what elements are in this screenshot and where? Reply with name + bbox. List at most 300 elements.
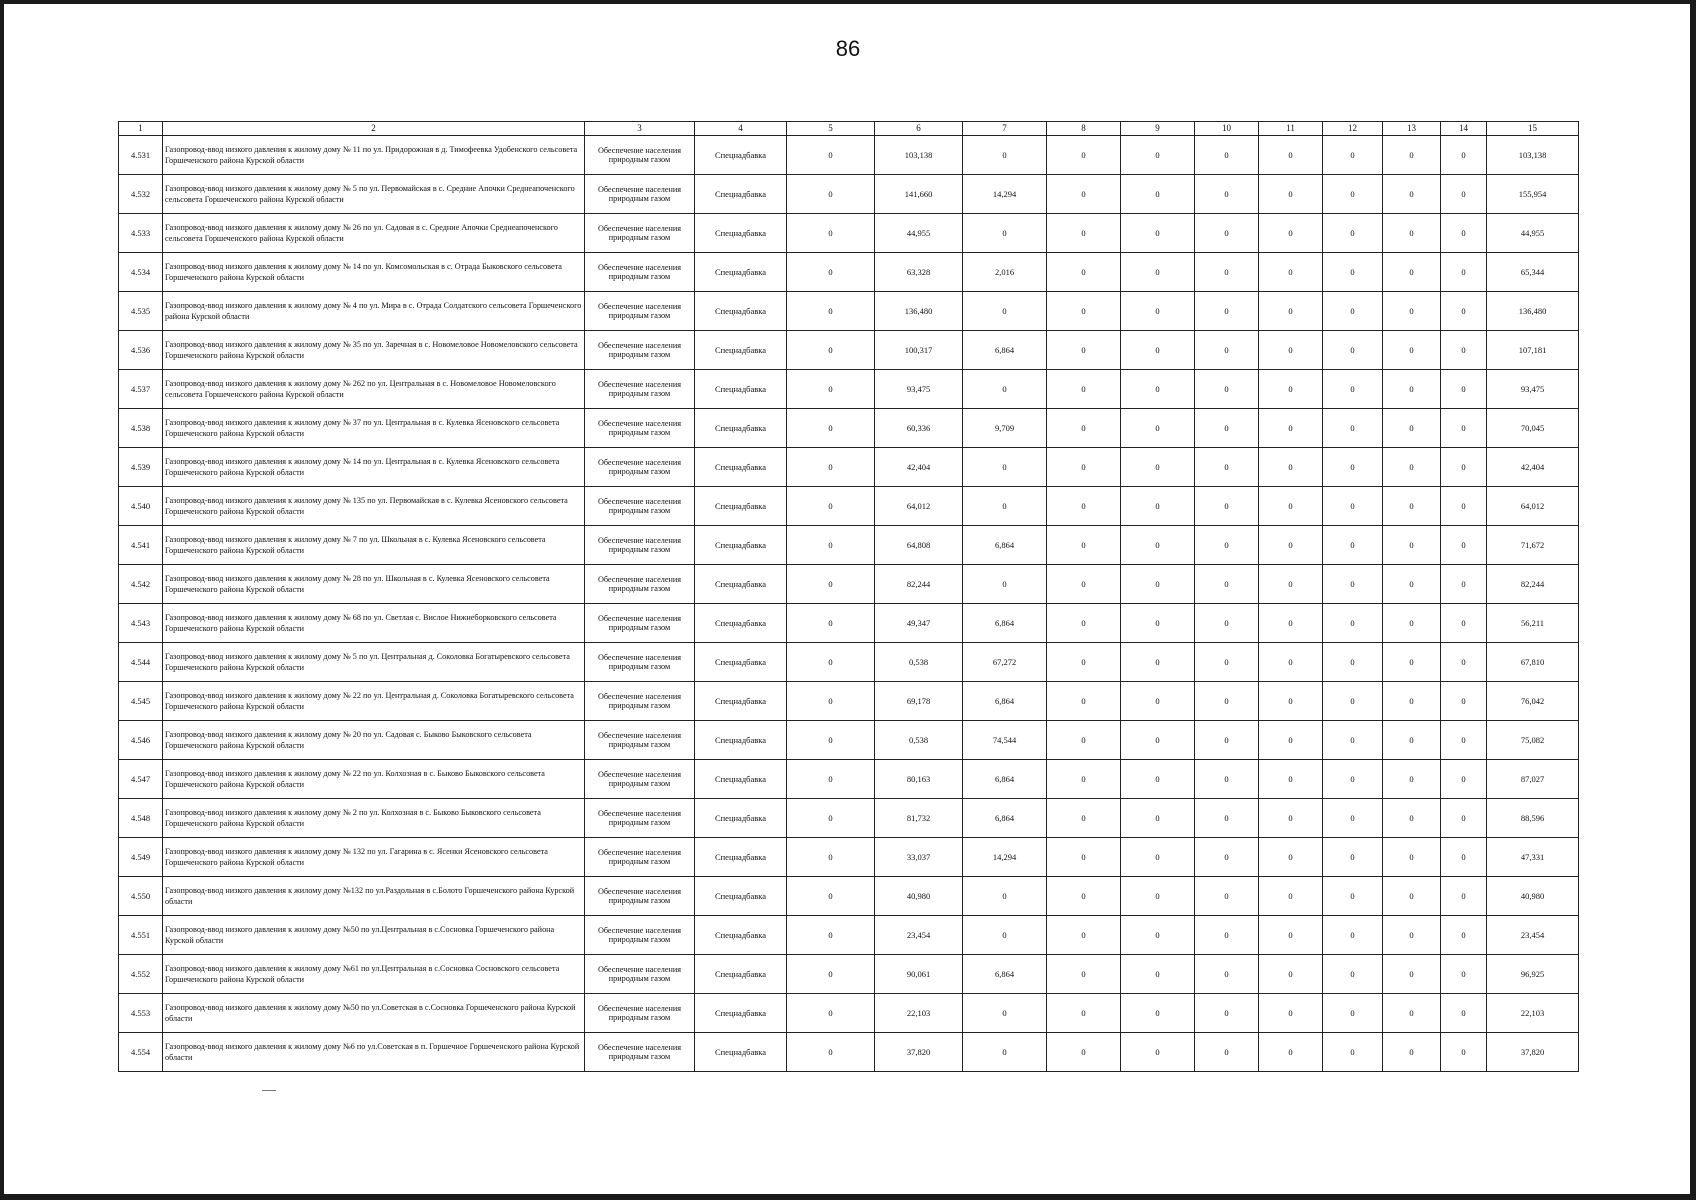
row-number-cell: 4.542 (119, 565, 163, 604)
object-description-cell: Газопровод-ввод низкого давления к жилому дому № 135 по ул. Первомайская в с. Кулевка Ясеновского сельсовета Горшеченского района Курской области (163, 487, 585, 526)
object-description-cell: Газопровод-ввод низкого давления к жилому дому № 262 по ул. Центральная в с. Новомеловое Новомеловского сельсовета Горшеченского района Курской области (163, 370, 585, 409)
value-cell: 0 (1259, 1033, 1323, 1072)
value-cell: 0 (1383, 526, 1441, 565)
scan-border-top (0, 0, 1696, 4)
value-cell: 60,336 (875, 409, 963, 448)
funding-source-cell: Спецнадбавка (695, 565, 787, 604)
value-cell: 0 (1441, 175, 1487, 214)
value-cell: 0 (1441, 1033, 1487, 1072)
value-cell: 0 (787, 838, 875, 877)
value-cell: 0 (1195, 253, 1259, 292)
value-cell: 0 (1195, 994, 1259, 1033)
value-cell: 0 (1323, 721, 1383, 760)
row-number-cell: 4.533 (119, 214, 163, 253)
value-cell: 0 (1195, 916, 1259, 955)
value-cell: 0 (1121, 877, 1195, 916)
table-row (119, 175, 1579, 214)
value-cell: 0 (787, 916, 875, 955)
value-cell: 0 (963, 916, 1047, 955)
scan-artifact-mark (262, 1090, 276, 1091)
row-number-cell: 4.549 (119, 838, 163, 877)
column-number: 9 (1121, 122, 1195, 136)
purpose-cell: Обеспечение населения природным газом (585, 994, 695, 1033)
value-cell: 0 (1259, 643, 1323, 682)
row-number-cell: 4.541 (119, 526, 163, 565)
purpose-cell: Обеспечение населения природным газом (585, 292, 695, 331)
value-cell: 0 (1121, 565, 1195, 604)
object-description-cell: Газопровод-ввод низкого давления к жилому дому № 5 по ул. Первомайская в с. Средние Апочки Среднеапоченского сельсовета Горшеченского района Курской области (163, 175, 585, 214)
object-description-cell: Газопровод-ввод низкого давления к жилому дому № 22 по ул. Центральная д. Соколовка Богатыревского сельсовета Горшеченского района Курской области (163, 682, 585, 721)
total-cell: 65,344 (1487, 253, 1579, 292)
object-description-cell: Газопровод-ввод низкого давления к жилому дому № 14 по ул. Комсомольская в с. Отрада Быковского сельсовета Горшеченского района Курской области (163, 253, 585, 292)
program-table (118, 121, 1579, 1072)
total-cell: 93,475 (1487, 370, 1579, 409)
value-cell: 69,178 (875, 682, 963, 721)
value-cell: 0 (1383, 643, 1441, 682)
value-cell: 0 (787, 721, 875, 760)
object-description-cell: Газопровод-ввод низкого давления к жилому дому №50 по ул.Советская в с.Сосновка Горшеченского района Курской области (163, 994, 585, 1033)
value-cell: 0 (1259, 136, 1323, 175)
value-cell: 6,864 (963, 526, 1047, 565)
value-cell: 0 (1441, 409, 1487, 448)
total-cell: 22,103 (1487, 994, 1579, 1033)
value-cell: 0 (1441, 565, 1487, 604)
value-cell: 6,864 (963, 331, 1047, 370)
row-number-cell: 4.536 (119, 331, 163, 370)
funding-source-cell: Спецнадбавка (695, 604, 787, 643)
value-cell: 0 (1047, 760, 1121, 799)
value-cell: 0 (1195, 838, 1259, 877)
value-cell: 0 (1383, 370, 1441, 409)
value-cell: 0 (963, 136, 1047, 175)
value-cell: 0 (1383, 721, 1441, 760)
table-row (119, 682, 1579, 721)
table-row (119, 487, 1579, 526)
total-cell: 37,820 (1487, 1033, 1579, 1072)
value-cell: 0 (1047, 175, 1121, 214)
value-cell: 0 (787, 175, 875, 214)
object-description-cell: Газопровод-ввод низкого давления к жилому дому №132 по ул.Раздольная в с.Болото Горшеченского района Курской области (163, 877, 585, 916)
row-number-cell: 4.538 (119, 409, 163, 448)
total-cell: 87,027 (1487, 760, 1579, 799)
value-cell: 0 (1441, 448, 1487, 487)
value-cell: 0 (787, 799, 875, 838)
value-cell: 0 (1441, 682, 1487, 721)
table-row (119, 526, 1579, 565)
value-cell: 0 (1195, 1033, 1259, 1072)
row-number-cell: 4.547 (119, 760, 163, 799)
column-number-row (119, 122, 1579, 136)
value-cell: 49,347 (875, 604, 963, 643)
value-cell: 0 (1383, 136, 1441, 175)
purpose-cell: Обеспечение населения природным газом (585, 526, 695, 565)
table-row (119, 565, 1579, 604)
value-cell: 42,404 (875, 448, 963, 487)
column-number: 15 (1487, 122, 1579, 136)
value-cell: 0 (787, 487, 875, 526)
object-description-cell: Газопровод-ввод низкого давления к жилому дому № 22 по ул. Колхозная в с. Быково Быковского сельсовета Горшеченского района Курской области (163, 760, 585, 799)
value-cell: 0 (1047, 994, 1121, 1033)
value-cell: 67,272 (963, 643, 1047, 682)
funding-source-cell: Спецнадбавка (695, 214, 787, 253)
value-cell: 0 (1047, 487, 1121, 526)
table-row (119, 214, 1579, 253)
value-cell: 0 (1121, 838, 1195, 877)
value-cell: 0 (1323, 760, 1383, 799)
value-cell: 0 (1121, 604, 1195, 643)
value-cell: 0 (1441, 721, 1487, 760)
total-cell: 103,138 (1487, 136, 1579, 175)
purpose-cell: Обеспечение населения природным газом (585, 214, 695, 253)
value-cell: 0 (1195, 175, 1259, 214)
value-cell: 0 (1195, 136, 1259, 175)
column-number: 8 (1047, 122, 1121, 136)
value-cell: 0 (1259, 526, 1323, 565)
value-cell: 0 (1195, 409, 1259, 448)
value-cell: 0 (787, 214, 875, 253)
total-cell: 40,980 (1487, 877, 1579, 916)
value-cell: 0 (1259, 331, 1323, 370)
value-cell: 0 (963, 1033, 1047, 1072)
total-cell: 96,925 (1487, 955, 1579, 994)
value-cell: 0 (787, 955, 875, 994)
value-cell: 0 (1323, 136, 1383, 175)
value-cell: 0 (1121, 1033, 1195, 1072)
value-cell: 0 (1323, 604, 1383, 643)
value-cell: 141,660 (875, 175, 963, 214)
value-cell: 0 (1047, 877, 1121, 916)
value-cell: 0 (1121, 370, 1195, 409)
value-cell: 0 (1195, 799, 1259, 838)
value-cell: 0 (1323, 370, 1383, 409)
total-cell: 82,244 (1487, 565, 1579, 604)
column-number: 14 (1441, 122, 1487, 136)
value-cell: 0 (1259, 448, 1323, 487)
total-cell: 56,211 (1487, 604, 1579, 643)
value-cell: 0 (1259, 604, 1323, 643)
value-cell: 6,864 (963, 682, 1047, 721)
funding-source-cell: Спецнадбавка (695, 448, 787, 487)
funding-source-cell: Спецнадбавка (695, 838, 787, 877)
value-cell: 0 (1441, 643, 1487, 682)
total-cell: 71,672 (1487, 526, 1579, 565)
column-number: 10 (1195, 122, 1259, 136)
value-cell: 0 (1441, 760, 1487, 799)
object-description-cell: Газопровод-ввод низкого давления к жилому дому № 7 по ул. Школьная в с. Кулевка Ясеновского сельсовета Горшеченского района Курской области (163, 526, 585, 565)
row-number-cell: 4.537 (119, 370, 163, 409)
row-number-cell: 4.539 (119, 448, 163, 487)
row-number-cell: 4.550 (119, 877, 163, 916)
value-cell: 0 (1047, 838, 1121, 877)
table-row (119, 916, 1579, 955)
column-number: 3 (585, 122, 695, 136)
value-cell: 0 (1383, 604, 1441, 643)
value-cell: 23,454 (875, 916, 963, 955)
value-cell: 0 (787, 253, 875, 292)
funding-source-cell: Спецнадбавка (695, 877, 787, 916)
value-cell: 0 (1323, 331, 1383, 370)
value-cell: 0 (1323, 799, 1383, 838)
value-cell: 90,061 (875, 955, 963, 994)
value-cell: 37,820 (875, 1033, 963, 1072)
value-cell: 0 (1047, 253, 1121, 292)
value-cell: 33,037 (875, 838, 963, 877)
table-row (119, 292, 1579, 331)
value-cell: 0 (963, 565, 1047, 604)
value-cell: 0 (1121, 214, 1195, 253)
value-cell: 0 (1323, 643, 1383, 682)
value-cell: 0 (1441, 331, 1487, 370)
row-number-cell: 4.543 (119, 604, 163, 643)
total-cell: 64,012 (1487, 487, 1579, 526)
value-cell: 0 (1047, 292, 1121, 331)
value-cell: 0 (1195, 448, 1259, 487)
value-cell: 0 (1259, 565, 1323, 604)
value-cell: 0 (1441, 214, 1487, 253)
value-cell: 0 (1323, 838, 1383, 877)
total-cell: 47,331 (1487, 838, 1579, 877)
value-cell: 0 (1195, 565, 1259, 604)
table-row (119, 994, 1579, 1033)
value-cell: 0 (1121, 526, 1195, 565)
value-cell: 0 (1383, 916, 1441, 955)
value-cell: 0 (1121, 799, 1195, 838)
value-cell: 9,709 (963, 409, 1047, 448)
value-cell: 0 (1047, 331, 1121, 370)
value-cell: 0 (1195, 331, 1259, 370)
value-cell: 0 (1383, 448, 1441, 487)
value-cell: 0 (1323, 526, 1383, 565)
value-cell: 0 (1441, 604, 1487, 643)
funding-source-cell: Спецнадбавка (695, 721, 787, 760)
table-row (119, 799, 1579, 838)
value-cell: 0 (1441, 526, 1487, 565)
value-cell: 0 (1047, 565, 1121, 604)
value-cell: 0 (1259, 214, 1323, 253)
purpose-cell: Обеспечение населения природным газом (585, 1033, 695, 1072)
value-cell: 0 (1441, 253, 1487, 292)
value-cell: 0 (1383, 409, 1441, 448)
value-cell: 0 (1441, 136, 1487, 175)
value-cell: 0 (1195, 721, 1259, 760)
purpose-cell: Обеспечение населения природным газом (585, 604, 695, 643)
value-cell: 6,864 (963, 955, 1047, 994)
value-cell: 0 (1047, 136, 1121, 175)
value-cell: 0 (787, 292, 875, 331)
funding-source-cell: Спецнадбавка (695, 643, 787, 682)
object-description-cell: Газопровод-ввод низкого давления к жилому дому № 5 по ул. Центральная д. Соколовка Богатыревского сельсовета Горшеченского района Курской области (163, 643, 585, 682)
purpose-cell: Обеспечение населения природным газом (585, 955, 695, 994)
value-cell: 64,808 (875, 526, 963, 565)
scan-border-right (1690, 0, 1696, 1200)
purpose-cell: Обеспечение населения природным газом (585, 409, 695, 448)
object-description-cell: Газопровод-ввод низкого давления к жилому дому № 132 по ул. Гагарина в с. Ясенки Ясеновского сельсовета Горшеченского района Курской области (163, 838, 585, 877)
row-number-cell: 4.540 (119, 487, 163, 526)
funding-source-cell: Спецнадбавка (695, 916, 787, 955)
value-cell: 0 (1383, 1033, 1441, 1072)
total-cell: 23,454 (1487, 916, 1579, 955)
purpose-cell: Обеспечение населения природным газом (585, 370, 695, 409)
value-cell: 0 (1383, 565, 1441, 604)
row-number-cell: 4.532 (119, 175, 163, 214)
column-number: 4 (695, 122, 787, 136)
value-cell: 0 (1323, 214, 1383, 253)
value-cell: 0 (1441, 955, 1487, 994)
value-cell: 0 (1259, 916, 1323, 955)
value-cell: 0 (787, 1033, 875, 1072)
row-number-cell: 4.545 (119, 682, 163, 721)
value-cell: 0 (1259, 721, 1323, 760)
funding-source-cell: Спецнадбавка (695, 370, 787, 409)
table-row (119, 721, 1579, 760)
value-cell: 0 (1121, 175, 1195, 214)
value-cell: 0 (1441, 370, 1487, 409)
table-row (119, 253, 1579, 292)
object-description-cell: Газопровод-ввод низкого давления к жилому дому № 11 по ул. Придорожная в д. Тимофеевка Удобенского сельсовета Горшеченского района Курской области (163, 136, 585, 175)
column-number: 12 (1323, 122, 1383, 136)
value-cell: 6,864 (963, 604, 1047, 643)
value-cell: 0 (963, 370, 1047, 409)
value-cell: 0 (787, 526, 875, 565)
row-number-cell: 4.551 (119, 916, 163, 955)
value-cell: 0 (1383, 253, 1441, 292)
value-cell: 0 (1121, 487, 1195, 526)
value-cell: 22,103 (875, 994, 963, 1033)
funding-source-cell: Спецнадбавка (695, 682, 787, 721)
value-cell: 0 (1383, 214, 1441, 253)
value-cell: 0 (1323, 253, 1383, 292)
value-cell: 44,955 (875, 214, 963, 253)
value-cell: 74,544 (963, 721, 1047, 760)
value-cell: 0 (1259, 682, 1323, 721)
value-cell: 0 (1121, 409, 1195, 448)
purpose-cell: Обеспечение населения природным газом (585, 331, 695, 370)
value-cell: 0 (1121, 955, 1195, 994)
total-cell: 76,042 (1487, 682, 1579, 721)
value-cell: 0 (1195, 370, 1259, 409)
value-cell: 63,328 (875, 253, 963, 292)
value-cell: 0 (1323, 994, 1383, 1033)
value-cell: 0 (1441, 877, 1487, 916)
value-cell: 0 (1121, 136, 1195, 175)
object-description-cell: Газопровод-ввод низкого давления к жилому дому № 20 по ул. Садовая с. Быково Быковского сельсовета Горшеченского района Курской области (163, 721, 585, 760)
value-cell: 0 (1259, 370, 1323, 409)
value-cell: 0 (963, 448, 1047, 487)
purpose-cell: Обеспечение населения природным газом (585, 838, 695, 877)
value-cell: 0 (963, 994, 1047, 1033)
column-number: 11 (1259, 122, 1323, 136)
value-cell: 0 (1383, 955, 1441, 994)
value-cell: 0 (1259, 175, 1323, 214)
value-cell: 0 (787, 682, 875, 721)
value-cell: 0 (1323, 565, 1383, 604)
row-number-cell: 4.552 (119, 955, 163, 994)
table-row (119, 877, 1579, 916)
value-cell: 0 (1195, 643, 1259, 682)
value-cell: 0 (1323, 955, 1383, 994)
value-cell: 93,475 (875, 370, 963, 409)
value-cell: 0 (1323, 487, 1383, 526)
purpose-cell: Обеспечение населения природным газом (585, 799, 695, 838)
value-cell: 0 (1121, 994, 1195, 1033)
value-cell: 0 (1323, 448, 1383, 487)
value-cell: 0 (1383, 760, 1441, 799)
row-number-cell: 4.531 (119, 136, 163, 175)
purpose-cell: Обеспечение населения природным газом (585, 721, 695, 760)
value-cell: 0 (1383, 292, 1441, 331)
funding-source-cell: Спецнадбавка (695, 799, 787, 838)
value-cell: 0 (787, 877, 875, 916)
funding-source-cell: Спецнадбавка (695, 526, 787, 565)
value-cell: 0 (1121, 331, 1195, 370)
row-number-cell: 4.554 (119, 1033, 163, 1072)
value-cell: 0 (1259, 955, 1323, 994)
funding-source-cell: Спецнадбавка (695, 136, 787, 175)
value-cell: 2,016 (963, 253, 1047, 292)
value-cell: 0 (1383, 331, 1441, 370)
funding-source-cell: Спецнадбавка (695, 994, 787, 1033)
purpose-cell: Обеспечение населения природным газом (585, 760, 695, 799)
value-cell: 0 (787, 448, 875, 487)
value-cell: 0 (787, 136, 875, 175)
funding-source-cell: Спецнадбавка (695, 955, 787, 994)
value-cell: 0 (1441, 292, 1487, 331)
value-cell: 0 (1259, 487, 1323, 526)
column-number: 13 (1383, 122, 1441, 136)
value-cell: 0 (1323, 877, 1383, 916)
value-cell: 0 (1195, 526, 1259, 565)
value-cell: 0 (787, 994, 875, 1033)
value-cell: 100,317 (875, 331, 963, 370)
object-description-cell: Газопровод-ввод низкого давления к жилому дому № 14 по ул. Центральная в с. Кулевка Ясеновского сельсовета Горшеченского района Курской области (163, 448, 585, 487)
value-cell: 0 (1121, 253, 1195, 292)
value-cell: 0 (1047, 682, 1121, 721)
object-description-cell: Газопровод-ввод низкого давления к жилому дому №6 по ул.Советская в п. Горшечное Горшеченского района Курской области (163, 1033, 585, 1072)
purpose-cell: Обеспечение населения природным газом (585, 682, 695, 721)
row-number-cell: 4.534 (119, 253, 163, 292)
value-cell: 0 (963, 877, 1047, 916)
table-row (119, 643, 1579, 682)
value-cell: 82,244 (875, 565, 963, 604)
value-cell: 0 (1259, 760, 1323, 799)
purpose-cell: Обеспечение населения природным газом (585, 253, 695, 292)
value-cell: 0 (1383, 994, 1441, 1033)
total-cell: 107,181 (1487, 331, 1579, 370)
row-number-cell: 4.546 (119, 721, 163, 760)
value-cell: 0 (787, 565, 875, 604)
table-row (119, 604, 1579, 643)
funding-source-cell: Спецнадбавка (695, 253, 787, 292)
value-cell: 0 (1195, 877, 1259, 916)
value-cell: 6,864 (963, 760, 1047, 799)
purpose-cell: Обеспечение населения природным газом (585, 448, 695, 487)
value-cell: 0 (1383, 799, 1441, 838)
column-number: 5 (787, 122, 875, 136)
value-cell: 0 (1259, 253, 1323, 292)
object-description-cell: Газопровод-ввод низкого давления к жилому дому №61 по ул.Центральная в с.Сосновка Сосновского сельсовета Горшеченского района Курской области (163, 955, 585, 994)
value-cell: 0 (1323, 292, 1383, 331)
object-description-cell: Газопровод-ввод низкого давления к жилому дому № 35 по ул. Заречная в с. Новомеловое Новомеловского сельсовета Горшеченского района Курской области (163, 331, 585, 370)
value-cell: 0 (1195, 682, 1259, 721)
value-cell: 0 (1047, 1033, 1121, 1072)
value-cell: 0 (787, 409, 875, 448)
value-cell: 0 (1441, 994, 1487, 1033)
funding-source-cell: Спецнадбавка (695, 487, 787, 526)
value-cell: 0 (963, 292, 1047, 331)
object-description-cell: Газопровод-ввод низкого давления к жилому дому № 4 по ул. Мира в с. Отрада Солдатского сельсовета Горшеченского района Курской области (163, 292, 585, 331)
value-cell: 0 (1121, 292, 1195, 331)
value-cell: 80,163 (875, 760, 963, 799)
